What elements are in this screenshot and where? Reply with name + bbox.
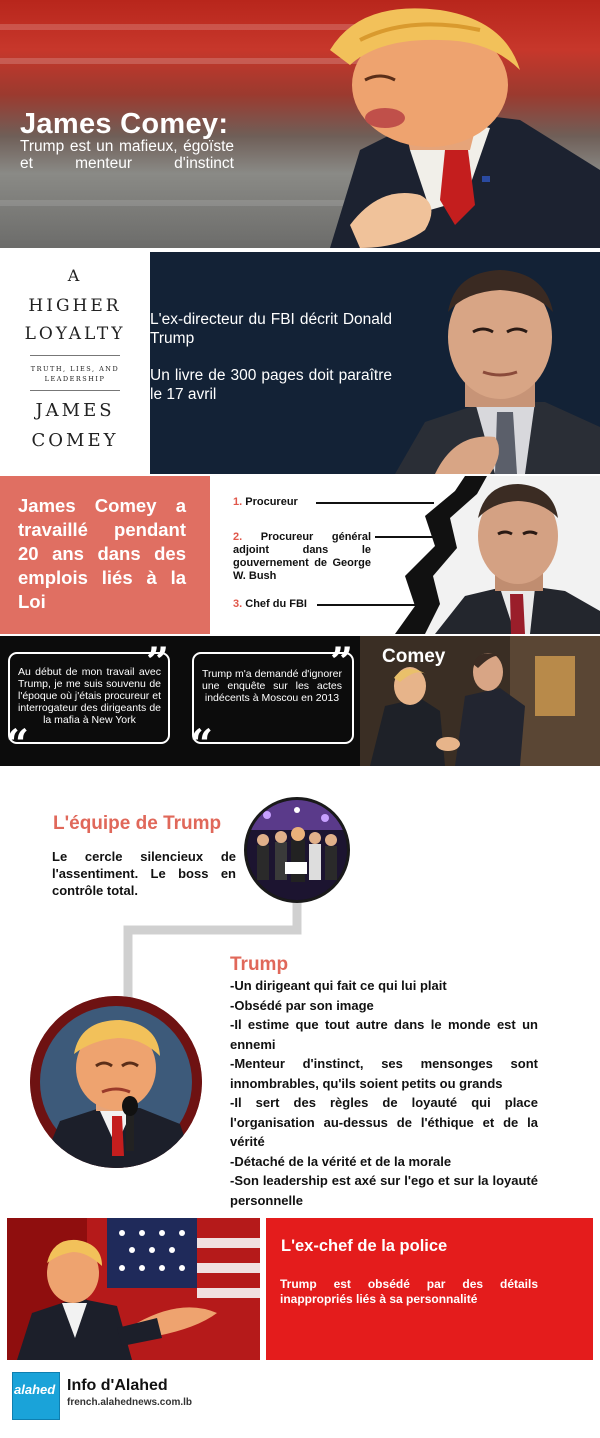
trait-item: -Menteur d'instinct, ses mensonges sont innombrables, qu'ils soient petits ou grands <box>230 1056 538 1091</box>
quote-text-2: Trump m'a demandé d'ignorer une enquête sur les actes indécents à Moscou en 2013 <box>202 668 342 704</box>
police-title: L'ex-chef de la police <box>281 1237 448 1255</box>
hero-banner <box>0 0 600 248</box>
book-cover-tagline: TRUTH, LIES, AND LEADERSHIP <box>30 365 120 383</box>
comey-portrait-illustration <box>395 252 600 474</box>
book-text-2: Un livre de 300 pages doit paraître le 17 avril <box>150 367 392 403</box>
open-quote-icon: “ <box>190 721 214 766</box>
book-cover-author: JAMES <box>35 400 115 421</box>
book-cover-line: A <box>67 266 83 285</box>
trait-item: -Son leadership est axé sur l'ego et sur la loyauté personnelle <box>230 1173 538 1208</box>
speaker-label: Comey <box>382 646 446 667</box>
quote-text-1: Au début de mon travail avec Trump, je me suis souvenu de l'époque où j'étais procureur et interrogateur des dirigeants de la mafia à New York <box>18 666 161 726</box>
trump-photo <box>30 996 202 1168</box>
trait-item: -Un dirigeant qui fait ce qui lui plait <box>230 978 447 993</box>
career-item: 2. Procureur général adjoint dans le gouvernement de George W. Bush <box>233 531 371 582</box>
police-text: Trump est obsédé par des détails inappropriés liés à sa personnalité <box>280 1277 538 1306</box>
trait-item: -Obsédé par son image <box>230 997 374 1013</box>
trait-item: -Il estime que tout autre dans le monde est un ennemi <box>230 1017 538 1052</box>
brand-name: Info d'Alahed <box>67 1377 168 1394</box>
trait-item: -Détaché de la vérité et de la morale <box>230 1153 452 1169</box>
alahed-logo-text: alahed <box>14 1382 56 1397</box>
hero-subtitle: Trump est un mafieux, égoïste et menteur d'instinct <box>20 138 234 172</box>
trait-item: -Il sert des règles de loyauté qui place l'organisation au-dessus de l'éthique et de la vérité <box>230 1095 538 1149</box>
career-item: 3. Chef du FBI <box>233 598 307 610</box>
team-photo <box>244 797 350 903</box>
close-quote-icon: ” <box>146 639 170 686</box>
career-item: 1. Procureur <box>233 496 298 508</box>
career-connector <box>316 502 434 504</box>
career-connector <box>375 536 433 538</box>
book-text-1: L'ex-directeur du FBI décrit Donald Trump <box>150 311 392 347</box>
trump-portrait-illustration <box>290 0 600 248</box>
book-cover-line: LOYALTY <box>24 324 126 344</box>
team-description: Le cercle silencieux de l'assentiment. Le boss en contrôle total. <box>52 849 236 898</box>
open-quote-icon: “ <box>6 721 30 766</box>
book-cover-line: HIGHER <box>28 296 122 316</box>
book-cover-divider <box>30 355 120 356</box>
career-title: James Comey a travaillé pendant 20 ans dans des emplois liés à la Loi <box>18 495 186 612</box>
close-quote-icon: ” <box>330 639 354 686</box>
trump-flag-photo <box>7 1218 260 1360</box>
career-connector <box>317 604 422 606</box>
comey-photo <box>395 476 600 634</box>
trump-traits-list <box>230 976 538 1210</box>
trump-title: Trump <box>230 954 289 975</box>
site-link[interactable]: french.alahednews.com.lb <box>67 1397 193 1408</box>
quotes-section <box>0 636 600 766</box>
hero-title: James Comey: <box>20 108 229 140</box>
book-cover-author: COMEY <box>31 430 119 451</box>
book-section <box>0 252 600 474</box>
team-title: L'équipe de Trump <box>53 813 222 834</box>
book-cover <box>0 252 150 474</box>
book-cover-divider <box>30 390 120 391</box>
